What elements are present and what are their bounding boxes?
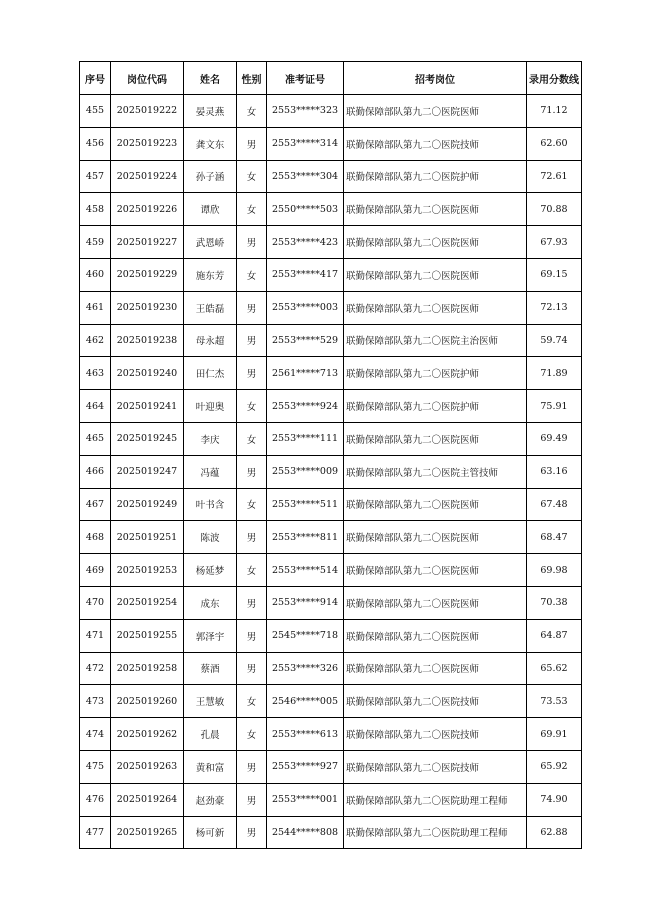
cell-gender: 女 <box>237 422 267 455</box>
cell-name: 杨延梦 <box>184 554 237 587</box>
cell-serial: 472 <box>80 652 111 685</box>
cell-gender: 男 <box>237 521 267 554</box>
cell-post-code: 2025019223 <box>111 127 184 160</box>
cell-post-code: 2025019227 <box>111 226 184 259</box>
cell-score: 67.48 <box>527 488 582 521</box>
table-header <box>80 62 582 95</box>
table-body <box>80 95 582 849</box>
cell-gender: 女 <box>237 193 267 226</box>
cell-gender: 男 <box>237 291 267 324</box>
cell-gender: 女 <box>237 390 267 423</box>
cell-score: 75.91 <box>527 390 582 423</box>
cell-name: 李庆 <box>184 422 237 455</box>
cell-post: 联勤保障部队第九二〇医院医师 <box>344 291 527 324</box>
cell-exam-id: 2553*****511 <box>267 488 344 521</box>
header-gender: 性别 <box>237 62 267 95</box>
cell-score: 71.12 <box>527 95 582 128</box>
table-row <box>80 160 582 193</box>
cell-score: 69.15 <box>527 258 582 291</box>
header-exam-id: 准考证号 <box>267 62 344 95</box>
cell-name: 王皓磊 <box>184 291 237 324</box>
cell-exam-id: 2561*****713 <box>267 357 344 390</box>
cell-serial: 476 <box>80 783 111 816</box>
cell-post-code: 2025019247 <box>111 455 184 488</box>
cell-name: 施东芳 <box>184 258 237 291</box>
cell-name: 冯蕴 <box>184 455 237 488</box>
cell-serial: 459 <box>80 226 111 259</box>
cell-post: 联勤保障部队第九二〇医院技师 <box>344 718 527 751</box>
cell-post: 联勤保障部队第九二〇医院医师 <box>344 619 527 652</box>
cell-post-code: 2025019222 <box>111 95 184 128</box>
cell-post-code: 2025019224 <box>111 160 184 193</box>
table-row <box>80 586 582 619</box>
table-row <box>80 652 582 685</box>
cell-gender: 女 <box>237 95 267 128</box>
cell-post-code: 2025019229 <box>111 258 184 291</box>
cell-score: 63.16 <box>527 455 582 488</box>
cell-post: 联勤保障部队第九二〇医院医师 <box>344 226 527 259</box>
cell-score: 69.91 <box>527 718 582 751</box>
cell-name: 赵劲豪 <box>184 783 237 816</box>
cell-gender: 男 <box>237 455 267 488</box>
table-row <box>80 357 582 390</box>
cell-name: 孙子涵 <box>184 160 237 193</box>
table-row <box>80 685 582 718</box>
cell-serial: 474 <box>80 718 111 751</box>
cell-serial: 457 <box>80 160 111 193</box>
cell-serial: 465 <box>80 422 111 455</box>
cell-post-code: 2025019265 <box>111 816 184 849</box>
cell-serial: 458 <box>80 193 111 226</box>
cell-post: 联勤保障部队第九二〇医院主治医师 <box>344 324 527 357</box>
cell-score: 59.74 <box>527 324 582 357</box>
cell-name: 成东 <box>184 586 237 619</box>
cell-score: 69.98 <box>527 554 582 587</box>
cell-serial: 467 <box>80 488 111 521</box>
table-row <box>80 127 582 160</box>
cell-exam-id: 2546*****005 <box>267 685 344 718</box>
table-row <box>80 291 582 324</box>
cell-post-code: 2025019230 <box>111 291 184 324</box>
cell-post: 联勤保障部队第九二〇医院助理工程师 <box>344 816 527 849</box>
cell-post: 联勤保障部队第九二〇医院护师 <box>344 390 527 423</box>
cell-name: 杨可新 <box>184 816 237 849</box>
cell-gender: 女 <box>237 258 267 291</box>
cell-score: 62.88 <box>527 816 582 849</box>
cell-post: 联勤保障部队第九二〇医院医师 <box>344 193 527 226</box>
cell-score: 70.38 <box>527 586 582 619</box>
cell-score: 72.61 <box>527 160 582 193</box>
cell-post: 联勤保障部队第九二〇医院医师 <box>344 95 527 128</box>
cell-exam-id: 2553*****514 <box>267 554 344 587</box>
cell-post: 联勤保障部队第九二〇医院医师 <box>344 488 527 521</box>
table-row <box>80 783 582 816</box>
cell-name: 郭泽宇 <box>184 619 237 652</box>
cell-post-code: 2025019264 <box>111 783 184 816</box>
cell-exam-id: 2553*****009 <box>267 455 344 488</box>
header-row <box>80 62 582 95</box>
cell-score: 69.49 <box>527 422 582 455</box>
cell-serial: 464 <box>80 390 111 423</box>
cell-exam-id: 2553*****111 <box>267 422 344 455</box>
cell-post-code: 2025019255 <box>111 619 184 652</box>
cell-exam-id: 2553*****003 <box>267 291 344 324</box>
cell-score: 74.90 <box>527 783 582 816</box>
cell-exam-id: 2545*****718 <box>267 619 344 652</box>
cell-name: 蔡酒 <box>184 652 237 685</box>
cell-post: 联勤保障部队第九二〇医院医师 <box>344 586 527 619</box>
cell-serial: 460 <box>80 258 111 291</box>
cell-serial: 475 <box>80 750 111 783</box>
cell-exam-id: 2553*****326 <box>267 652 344 685</box>
cell-exam-id: 2544*****808 <box>267 816 344 849</box>
cell-score: 67.93 <box>527 226 582 259</box>
cell-exam-id: 2553*****001 <box>267 783 344 816</box>
table-row <box>80 488 582 521</box>
cell-post: 联勤保障部队第九二〇医院技师 <box>344 685 527 718</box>
cell-name: 孔晨 <box>184 718 237 751</box>
cell-gender: 男 <box>237 226 267 259</box>
cell-name: 武恩峤 <box>184 226 237 259</box>
cell-serial: 462 <box>80 324 111 357</box>
table-row <box>80 226 582 259</box>
cell-name: 王慧敏 <box>184 685 237 718</box>
cell-gender: 男 <box>237 127 267 160</box>
cell-post: 联勤保障部队第九二〇医院医师 <box>344 258 527 291</box>
cell-serial: 470 <box>80 586 111 619</box>
cell-serial: 471 <box>80 619 111 652</box>
cell-serial: 468 <box>80 521 111 554</box>
cell-gender: 女 <box>237 718 267 751</box>
cell-post-code: 2025019241 <box>111 390 184 423</box>
cell-name: 龚文东 <box>184 127 237 160</box>
cell-exam-id: 2553*****423 <box>267 226 344 259</box>
cell-post-code: 2025019260 <box>111 685 184 718</box>
cell-score: 72.13 <box>527 291 582 324</box>
cell-post-code: 2025019258 <box>111 652 184 685</box>
table-row <box>80 521 582 554</box>
cell-post: 联勤保障部队第九二〇医院护师 <box>344 160 527 193</box>
cell-gender: 男 <box>237 816 267 849</box>
table-row <box>80 193 582 226</box>
cell-post-code: 2025019253 <box>111 554 184 587</box>
cell-serial: 461 <box>80 291 111 324</box>
cell-gender: 男 <box>237 619 267 652</box>
cell-post: 联勤保障部队第九二〇医院医师 <box>344 422 527 455</box>
cell-serial: 456 <box>80 127 111 160</box>
table-row <box>80 554 582 587</box>
cell-gender: 女 <box>237 488 267 521</box>
cell-serial: 473 <box>80 685 111 718</box>
cell-exam-id: 2553*****314 <box>267 127 344 160</box>
cell-score: 71.89 <box>527 357 582 390</box>
cell-serial: 469 <box>80 554 111 587</box>
cell-exam-id: 2553*****811 <box>267 521 344 554</box>
header-post-code: 岗位代码 <box>111 62 184 95</box>
cell-score: 65.62 <box>527 652 582 685</box>
header-name: 姓名 <box>184 62 237 95</box>
cell-gender: 女 <box>237 160 267 193</box>
table-row <box>80 324 582 357</box>
cell-exam-id: 2553*****914 <box>267 586 344 619</box>
cell-post: 联勤保障部队第九二〇医院医师 <box>344 652 527 685</box>
cell-serial: 463 <box>80 357 111 390</box>
cell-post: 联勤保障部队第九二〇医院护师 <box>344 357 527 390</box>
cell-post-code: 2025019262 <box>111 718 184 751</box>
cell-post: 联勤保障部队第九二〇医院医师 <box>344 521 527 554</box>
cell-exam-id: 2553*****417 <box>267 258 344 291</box>
cell-gender: 女 <box>237 685 267 718</box>
cell-post-code: 2025019240 <box>111 357 184 390</box>
table-row <box>80 816 582 849</box>
cell-name: 叶书含 <box>184 488 237 521</box>
cell-post-code: 2025019245 <box>111 422 184 455</box>
cell-post-code: 2025019238 <box>111 324 184 357</box>
cell-name: 陈波 <box>184 521 237 554</box>
table-row <box>80 718 582 751</box>
cell-post-code: 2025019249 <box>111 488 184 521</box>
table-row <box>80 455 582 488</box>
cell-name: 叶迎奥 <box>184 390 237 423</box>
cell-serial: 477 <box>80 816 111 849</box>
cell-exam-id: 2553*****323 <box>267 95 344 128</box>
cell-gender: 男 <box>237 324 267 357</box>
header-post: 招考岗位 <box>344 62 527 95</box>
cell-name: 谭欣 <box>184 193 237 226</box>
cell-name: 母永超 <box>184 324 237 357</box>
cell-gender: 男 <box>237 783 267 816</box>
cell-exam-id: 2553*****613 <box>267 718 344 751</box>
cell-post: 联勤保障部队第九二〇医院技师 <box>344 127 527 160</box>
cell-name: 田仁杰 <box>184 357 237 390</box>
cell-score: 70.88 <box>527 193 582 226</box>
cell-gender: 男 <box>237 750 267 783</box>
admission-score-table <box>79 61 582 849</box>
cell-name: 晏灵燕 <box>184 95 237 128</box>
cell-post-code: 2025019254 <box>111 586 184 619</box>
cell-post: 联勤保障部队第九二〇医院主管技师 <box>344 455 527 488</box>
table-row <box>80 750 582 783</box>
cell-exam-id: 2550*****503 <box>267 193 344 226</box>
cell-gender: 男 <box>237 652 267 685</box>
table-row <box>80 619 582 652</box>
cell-post: 联勤保障部队第九二〇医院助理工程师 <box>344 783 527 816</box>
header-score: 录用分数线 <box>527 62 582 95</box>
table-row <box>80 258 582 291</box>
cell-score: 73.53 <box>527 685 582 718</box>
cell-score: 64.87 <box>527 619 582 652</box>
cell-post-code: 2025019263 <box>111 750 184 783</box>
cell-post: 联勤保障部队第九二〇医院医师 <box>344 554 527 587</box>
cell-score: 62.60 <box>527 127 582 160</box>
cell-gender: 女 <box>237 554 267 587</box>
cell-name: 黄和富 <box>184 750 237 783</box>
cell-exam-id: 2553*****529 <box>267 324 344 357</box>
cell-serial: 466 <box>80 455 111 488</box>
cell-score: 65.92 <box>527 750 582 783</box>
cell-gender: 男 <box>237 586 267 619</box>
table-row <box>80 95 582 128</box>
table-row <box>80 422 582 455</box>
cell-gender: 男 <box>237 357 267 390</box>
cell-exam-id: 2553*****927 <box>267 750 344 783</box>
header-serial: 序号 <box>80 62 111 95</box>
cell-score: 68.47 <box>527 521 582 554</box>
cell-post-code: 2025019251 <box>111 521 184 554</box>
cell-post-code: 2025019226 <box>111 193 184 226</box>
cell-exam-id: 2553*****924 <box>267 390 344 423</box>
cell-exam-id: 2553*****304 <box>267 160 344 193</box>
cell-serial: 455 <box>80 95 111 128</box>
cell-post: 联勤保障部队第九二〇医院技师 <box>344 750 527 783</box>
table-row <box>80 390 582 423</box>
